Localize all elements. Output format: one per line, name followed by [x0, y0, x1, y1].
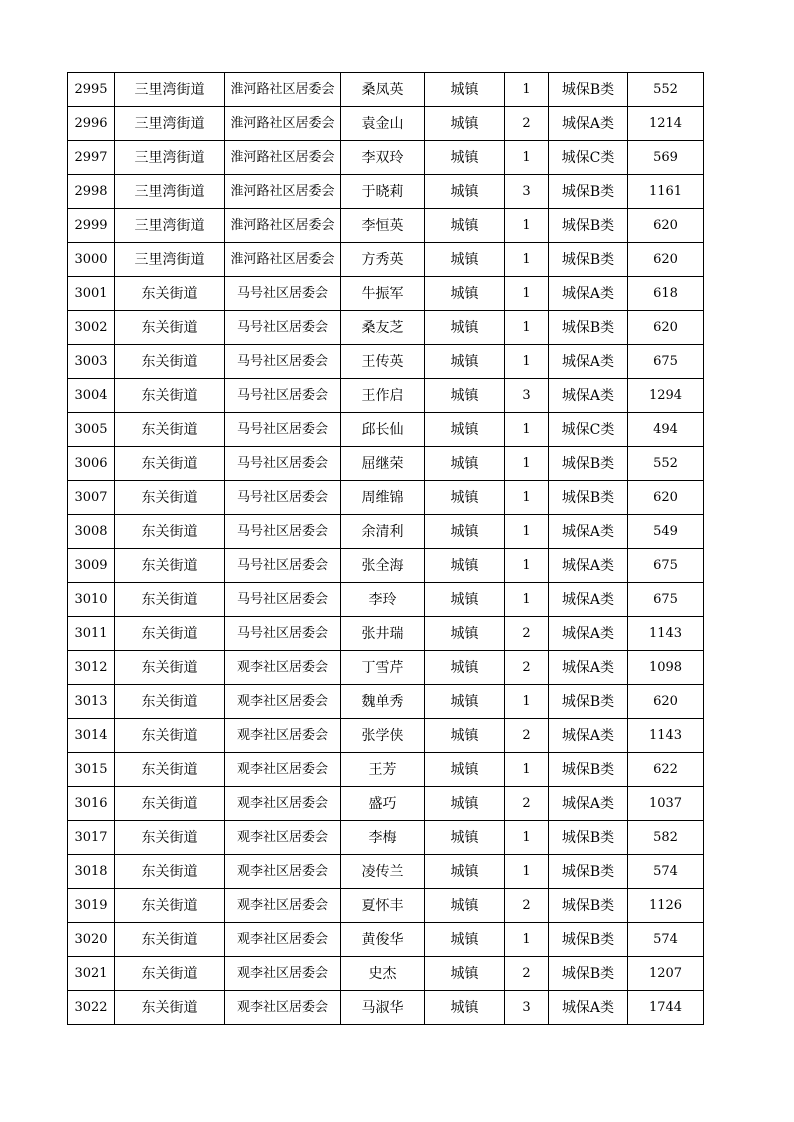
cell-serial-number: 3021 [68, 957, 115, 991]
cell-street: 东关街道 [115, 753, 225, 787]
cell-category: 城保C类 [549, 413, 628, 447]
cell-area-type: 城镇 [425, 719, 505, 753]
table-row [68, 481, 704, 515]
cell-category: 城保A类 [549, 651, 628, 685]
cell-name: 桑友芝 [341, 311, 425, 345]
cell-street: 东关街道 [115, 991, 225, 1025]
cell-serial-number: 3014 [68, 719, 115, 753]
cell-amount: 1744 [628, 991, 704, 1025]
table-row [68, 515, 704, 549]
cell-household-count: 2 [505, 617, 549, 651]
cell-category: 城保B类 [549, 175, 628, 209]
cell-household-count: 2 [505, 889, 549, 923]
table-row [68, 753, 704, 787]
cell-household-count: 1 [505, 821, 549, 855]
cell-name: 夏怀丰 [341, 889, 425, 923]
table-row [68, 855, 704, 889]
cell-committee: 观李社区居委会 [225, 957, 341, 991]
cell-household-count: 2 [505, 651, 549, 685]
cell-household-count: 1 [505, 209, 549, 243]
cell-category: 城保B类 [549, 311, 628, 345]
cell-street: 东关街道 [115, 481, 225, 515]
cell-committee: 观李社区居委会 [225, 855, 341, 889]
cell-category: 城保A类 [549, 345, 628, 379]
cell-category: 城保A类 [549, 991, 628, 1025]
cell-area-type: 城镇 [425, 685, 505, 719]
table-row [68, 719, 704, 753]
cell-household-count: 3 [505, 991, 549, 1025]
cell-name: 周维锦 [341, 481, 425, 515]
cell-area-type: 城镇 [425, 753, 505, 787]
cell-amount: 620 [628, 685, 704, 719]
table-row [68, 345, 704, 379]
cell-amount: 494 [628, 413, 704, 447]
cell-serial-number: 3012 [68, 651, 115, 685]
cell-serial-number: 3004 [68, 379, 115, 413]
cell-area-type: 城镇 [425, 855, 505, 889]
cell-category: 城保B类 [549, 685, 628, 719]
table-row [68, 141, 704, 175]
cell-name: 王芳 [341, 753, 425, 787]
cell-serial-number: 2999 [68, 209, 115, 243]
cell-household-count: 3 [505, 175, 549, 209]
cell-name: 李梅 [341, 821, 425, 855]
cell-amount: 1126 [628, 889, 704, 923]
cell-committee: 观李社区居委会 [225, 753, 341, 787]
cell-area-type: 城镇 [425, 923, 505, 957]
cell-street: 三里湾街道 [115, 243, 225, 277]
cell-household-count: 1 [505, 447, 549, 481]
cell-street: 三里湾街道 [115, 209, 225, 243]
cell-street: 东关街道 [115, 311, 225, 345]
cell-serial-number: 3017 [68, 821, 115, 855]
cell-category: 城保B类 [549, 447, 628, 481]
cell-committee: 马号社区居委会 [225, 447, 341, 481]
cell-household-count: 1 [505, 73, 549, 107]
cell-committee: 马号社区居委会 [225, 515, 341, 549]
cell-area-type: 城镇 [425, 481, 505, 515]
cell-committee: 马号社区居委会 [225, 583, 341, 617]
cell-committee: 马号社区居委会 [225, 481, 341, 515]
cell-household-count: 1 [505, 549, 549, 583]
cell-street: 东关街道 [115, 957, 225, 991]
cell-committee: 淮河路社区居委会 [225, 243, 341, 277]
table-row [68, 73, 704, 107]
cell-amount: 622 [628, 753, 704, 787]
cell-street: 东关街道 [115, 651, 225, 685]
table-row [68, 277, 704, 311]
cell-area-type: 城镇 [425, 345, 505, 379]
cell-street: 东关街道 [115, 787, 225, 821]
cell-category: 城保A类 [549, 719, 628, 753]
table-row [68, 209, 704, 243]
table-row [68, 787, 704, 821]
cell-amount: 675 [628, 345, 704, 379]
cell-category: 城保B类 [549, 923, 628, 957]
cell-serial-number: 2997 [68, 141, 115, 175]
cell-household-count: 1 [505, 855, 549, 889]
cell-name: 桑凤英 [341, 73, 425, 107]
cell-committee: 淮河路社区居委会 [225, 175, 341, 209]
cell-area-type: 城镇 [425, 379, 505, 413]
cell-serial-number: 3002 [68, 311, 115, 345]
cell-serial-number: 3015 [68, 753, 115, 787]
cell-area-type: 城镇 [425, 651, 505, 685]
cell-name: 盛巧 [341, 787, 425, 821]
cell-area-type: 城镇 [425, 821, 505, 855]
cell-serial-number: 2996 [68, 107, 115, 141]
cell-serial-number: 3010 [68, 583, 115, 617]
cell-name: 王作启 [341, 379, 425, 413]
cell-name: 李恒英 [341, 209, 425, 243]
table-row [68, 379, 704, 413]
cell-name: 李双玲 [341, 141, 425, 175]
cell-household-count: 2 [505, 719, 549, 753]
table-row [68, 447, 704, 481]
cell-amount: 620 [628, 311, 704, 345]
cell-serial-number: 3008 [68, 515, 115, 549]
cell-area-type: 城镇 [425, 243, 505, 277]
cell-committee: 淮河路社区居委会 [225, 107, 341, 141]
cell-serial-number: 3016 [68, 787, 115, 821]
cell-committee: 马号社区居委会 [225, 345, 341, 379]
cell-serial-number: 2998 [68, 175, 115, 209]
table-row [68, 617, 704, 651]
cell-serial-number: 3020 [68, 923, 115, 957]
cell-area-type: 城镇 [425, 583, 505, 617]
cell-committee: 观李社区居委会 [225, 821, 341, 855]
cell-category: 城保B类 [549, 753, 628, 787]
cell-category: 城保B类 [549, 889, 628, 923]
cell-street: 东关街道 [115, 515, 225, 549]
cell-serial-number: 3005 [68, 413, 115, 447]
table-row [68, 413, 704, 447]
cell-committee: 马号社区居委会 [225, 549, 341, 583]
cell-street: 东关街道 [115, 889, 225, 923]
cell-household-count: 2 [505, 957, 549, 991]
cell-category: 城保B类 [549, 481, 628, 515]
cell-area-type: 城镇 [425, 515, 505, 549]
cell-amount: 1207 [628, 957, 704, 991]
cell-category: 城保B类 [549, 243, 628, 277]
cell-name: 李玲 [341, 583, 425, 617]
cell-street: 东关街道 [115, 277, 225, 311]
table-row [68, 175, 704, 209]
table-row [68, 991, 704, 1025]
cell-amount: 582 [628, 821, 704, 855]
cell-serial-number: 3009 [68, 549, 115, 583]
cell-street: 东关街道 [115, 549, 225, 583]
cell-committee: 观李社区居委会 [225, 991, 341, 1025]
cell-amount: 569 [628, 141, 704, 175]
cell-amount: 1037 [628, 787, 704, 821]
cell-amount: 1214 [628, 107, 704, 141]
cell-committee: 马号社区居委会 [225, 277, 341, 311]
table-row [68, 549, 704, 583]
cell-serial-number: 3007 [68, 481, 115, 515]
table-row [68, 889, 704, 923]
cell-street: 东关街道 [115, 855, 225, 889]
cell-name: 张学侠 [341, 719, 425, 753]
cell-amount: 574 [628, 923, 704, 957]
cell-street: 东关街道 [115, 719, 225, 753]
cell-name: 黄俊华 [341, 923, 425, 957]
cell-committee: 淮河路社区居委会 [225, 141, 341, 175]
cell-area-type: 城镇 [425, 549, 505, 583]
cell-serial-number: 3013 [68, 685, 115, 719]
cell-amount: 1294 [628, 379, 704, 413]
cell-category: 城保B类 [549, 957, 628, 991]
cell-household-count: 1 [505, 141, 549, 175]
cell-street: 东关街道 [115, 617, 225, 651]
cell-amount: 620 [628, 481, 704, 515]
table-row [68, 957, 704, 991]
cell-committee: 淮河路社区居委会 [225, 73, 341, 107]
cell-committee: 马号社区居委会 [225, 379, 341, 413]
cell-committee: 观李社区居委会 [225, 787, 341, 821]
table-row [68, 243, 704, 277]
cell-name: 凌传兰 [341, 855, 425, 889]
cell-household-count: 1 [505, 243, 549, 277]
cell-committee: 观李社区居委会 [225, 719, 341, 753]
cell-street: 三里湾街道 [115, 175, 225, 209]
cell-area-type: 城镇 [425, 889, 505, 923]
cell-street: 三里湾街道 [115, 107, 225, 141]
cell-amount: 620 [628, 243, 704, 277]
cell-amount: 549 [628, 515, 704, 549]
cell-category: 城保A类 [549, 379, 628, 413]
table-row [68, 651, 704, 685]
cell-name: 史杰 [341, 957, 425, 991]
cell-category: 城保A类 [549, 583, 628, 617]
cell-name: 王传英 [341, 345, 425, 379]
cell-area-type: 城镇 [425, 277, 505, 311]
cell-serial-number: 3011 [68, 617, 115, 651]
table-row [68, 923, 704, 957]
document-page [67, 72, 703, 1025]
cell-household-count: 1 [505, 277, 549, 311]
cell-area-type: 城镇 [425, 413, 505, 447]
cell-serial-number: 3018 [68, 855, 115, 889]
cell-household-count: 2 [505, 787, 549, 821]
cell-household-count: 3 [505, 379, 549, 413]
cell-category: 城保A类 [549, 277, 628, 311]
cell-amount: 1161 [628, 175, 704, 209]
cell-name: 于晓莉 [341, 175, 425, 209]
records-table [67, 72, 704, 1025]
cell-serial-number: 3003 [68, 345, 115, 379]
cell-name: 魏单秀 [341, 685, 425, 719]
cell-name: 张全海 [341, 549, 425, 583]
cell-area-type: 城镇 [425, 141, 505, 175]
cell-amount: 618 [628, 277, 704, 311]
cell-household-count: 1 [505, 753, 549, 787]
cell-street: 东关街道 [115, 447, 225, 481]
cell-committee: 淮河路社区居委会 [225, 209, 341, 243]
cell-name: 方秀英 [341, 243, 425, 277]
cell-committee: 观李社区居委会 [225, 923, 341, 957]
cell-area-type: 城镇 [425, 787, 505, 821]
cell-serial-number: 3001 [68, 277, 115, 311]
cell-amount: 1143 [628, 617, 704, 651]
cell-household-count: 1 [505, 923, 549, 957]
cell-area-type: 城镇 [425, 447, 505, 481]
cell-category: 城保A类 [549, 549, 628, 583]
cell-household-count: 2 [505, 107, 549, 141]
cell-area-type: 城镇 [425, 175, 505, 209]
cell-household-count: 1 [505, 311, 549, 345]
cell-street: 东关街道 [115, 821, 225, 855]
cell-category: 城保A类 [549, 107, 628, 141]
cell-committee: 马号社区居委会 [225, 617, 341, 651]
cell-name: 丁雪芹 [341, 651, 425, 685]
cell-category: 城保A类 [549, 515, 628, 549]
cell-area-type: 城镇 [425, 957, 505, 991]
cell-category: 城保B类 [549, 209, 628, 243]
cell-area-type: 城镇 [425, 617, 505, 651]
cell-category: 城保C类 [549, 141, 628, 175]
cell-category: 城保A类 [549, 617, 628, 651]
cell-area-type: 城镇 [425, 311, 505, 345]
cell-household-count: 1 [505, 413, 549, 447]
cell-area-type: 城镇 [425, 209, 505, 243]
cell-household-count: 1 [505, 583, 549, 617]
cell-serial-number: 3022 [68, 991, 115, 1025]
cell-committee: 观李社区居委会 [225, 889, 341, 923]
cell-category: 城保B类 [549, 855, 628, 889]
cell-household-count: 1 [505, 481, 549, 515]
cell-area-type: 城镇 [425, 107, 505, 141]
cell-household-count: 1 [505, 515, 549, 549]
cell-name: 邱长仙 [341, 413, 425, 447]
cell-name: 张井瑞 [341, 617, 425, 651]
cell-category: 城保B类 [549, 821, 628, 855]
cell-street: 东关街道 [115, 345, 225, 379]
cell-name: 马淑华 [341, 991, 425, 1025]
cell-amount: 620 [628, 209, 704, 243]
cell-category: 城保B类 [549, 73, 628, 107]
cell-street: 三里湾街道 [115, 141, 225, 175]
table-row [68, 583, 704, 617]
cell-street: 东关街道 [115, 583, 225, 617]
cell-name: 余清利 [341, 515, 425, 549]
table-row [68, 821, 704, 855]
cell-street: 东关街道 [115, 923, 225, 957]
table-row [68, 107, 704, 141]
cell-serial-number: 3019 [68, 889, 115, 923]
cell-street: 三里湾街道 [115, 73, 225, 107]
cell-name: 牛振军 [341, 277, 425, 311]
cell-household-count: 1 [505, 345, 549, 379]
table-row [68, 311, 704, 345]
cell-amount: 1098 [628, 651, 704, 685]
cell-area-type: 城镇 [425, 73, 505, 107]
cell-committee: 马号社区居委会 [225, 311, 341, 345]
cell-serial-number: 3000 [68, 243, 115, 277]
table-body [68, 73, 704, 1025]
cell-area-type: 城镇 [425, 991, 505, 1025]
cell-name: 袁金山 [341, 107, 425, 141]
cell-serial-number: 2995 [68, 73, 115, 107]
cell-committee: 马号社区居委会 [225, 413, 341, 447]
cell-name: 屈继荣 [341, 447, 425, 481]
cell-committee: 观李社区居委会 [225, 685, 341, 719]
cell-street: 东关街道 [115, 413, 225, 447]
cell-category: 城保A类 [549, 787, 628, 821]
cell-household-count: 1 [505, 685, 549, 719]
cell-street: 东关街道 [115, 379, 225, 413]
cell-amount: 675 [628, 549, 704, 583]
cell-amount: 574 [628, 855, 704, 889]
cell-serial-number: 3006 [68, 447, 115, 481]
cell-amount: 552 [628, 447, 704, 481]
cell-street: 东关街道 [115, 685, 225, 719]
cell-amount: 1143 [628, 719, 704, 753]
cell-amount: 675 [628, 583, 704, 617]
cell-committee: 观李社区居委会 [225, 651, 341, 685]
table-row [68, 685, 704, 719]
cell-amount: 552 [628, 73, 704, 107]
